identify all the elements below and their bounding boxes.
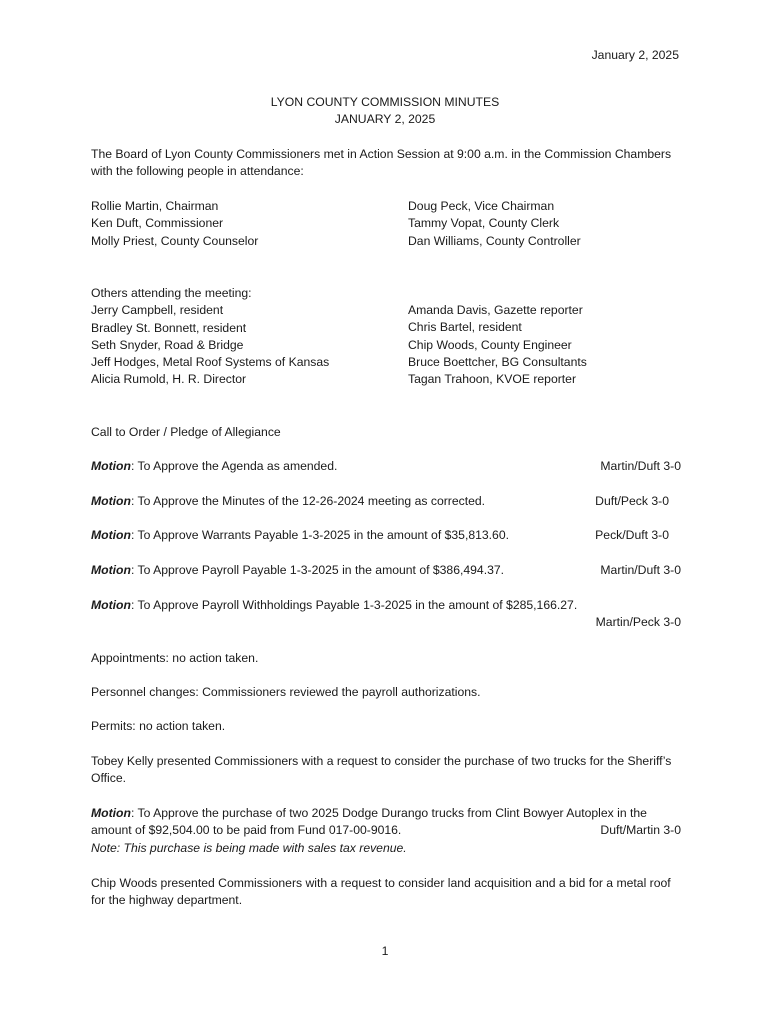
motion-text: : To Approve the Minutes of the 12-26-2024 meeting as corrected. [130,494,486,508]
motion-text: : To Approve Warrants Payable 1-3-2025 in the amount of $35,813.60. [130,528,509,542]
motion-text-line-1: : To Approve the purchase of two 2025 Dodge Durango trucks from Clint Bowyer Autoplex in the [130,806,647,820]
permits: Permits: no action taken. [91,719,226,733]
motion-text: : To Approve Payroll Withholdings Payable 1-3-2025 in the amount of $285,166.27. [130,598,578,612]
other-attendee: Jeff Hodges, Metal Roof Systems of Kansas [91,355,330,370]
motion-vote: Martin/Peck 3-0 [595,615,681,630]
other-attendee: Chip Woods, County Engineer [408,337,572,352]
motion-vote: Peck/Duft 3-0 [595,528,669,542]
truck-motion [91,805,681,857]
other-attendee: Bruce Boettcher, BG Consultants [408,354,587,369]
motion-1 [91,458,681,475]
personnel-changes: Personnel changes: Commissioners reviewed the payroll authorizations. [91,685,481,699]
motion-label: Motion [91,459,131,473]
motion-label: Motion [91,563,131,577]
page-number: 1 [381,944,389,958]
other-attendee: Jerry Campbell, resident [91,303,224,318]
other-attendee: Alicia Rumold, H. R. Director [91,372,247,387]
motion-vote: Duft/Peck 3-0 [595,494,669,508]
motion-text: : To Approve Payroll Payable 1-3-2025 in the amount of $386,494.37. [130,563,505,577]
other-attendee: Chris Bartel, resident [408,320,522,335]
motion-text: : To Approve the Agenda as amended. [130,459,338,473]
attendee: Dan Williams, County Controller [408,233,581,248]
motion-text-line-2: amount of $92,504.00 to be paid from Fund 017-00-9016. [91,823,402,838]
motion-vote: Duft/Martin 3-0 [600,823,681,838]
other-attendee: Tagan Trahoon, KVOE reporter [408,372,577,387]
other-attendee: Amanda Davis, Gazette reporter [408,303,583,317]
motion-note: Note: This purchase is being made with sales tax revenue. [91,840,407,855]
woods-paragraph: Chip Woods presented Commissioners with a request to consider land acquisition and a bid for a metal roof for the highway department. [91,876,671,908]
header-date: January 2, 2025 [591,48,679,62]
appointments: Appointments: no action taken. [91,651,259,665]
title-line-1: LYON COUNTY COMMISSION MINUTES [270,95,500,109]
attendee: Tammy Vopat, County Clerk [408,216,560,231]
motion-vote: Martin/Duft 3-0 [600,459,681,473]
others-heading: Others attending the meeting: [91,286,252,300]
attendee: Ken Duft, Commissioner [91,216,224,231]
motion-2 [91,493,681,510]
attendance-left [91,198,258,250]
document-title [0,94,770,129]
others-left [91,285,329,389]
call-to-order: Call to Order / Pledge of Allegiance [91,425,281,439]
other-attendee: Seth Snyder, Road & Bridge [91,337,244,352]
motion-label: Motion [91,806,131,820]
attendee: Rollie Martin, Chairman [91,199,219,213]
title-line-2: JANUARY 2, 2025 [334,112,436,127]
motion-label: Motion [91,528,131,542]
attendee: Molly Priest, County Counselor [91,233,259,248]
motion-5 [91,597,681,632]
others-right [408,302,587,388]
motion-4 [91,562,681,579]
attendance-right [408,198,581,250]
motion-label: Motion [91,598,131,612]
motion-vote: Martin/Duft 3-0 [600,563,681,577]
motion-label: Motion [91,494,131,508]
other-attendee: Bradley St. Bonnett, resident [91,320,247,335]
attendee: Doug Peck, Vice Chairman [408,199,555,213]
intro-paragraph: The Board of Lyon County Commissioners met in Action Session at 9:00 a.m. in the Commission Chambers with the following people in attendance: [91,147,672,179]
motion-3 [91,527,681,544]
kelly-paragraph: Tobey Kelly presented Commissioners with a request to consider the purchase of two trucks for the Sheriff’s Office. [91,754,672,786]
